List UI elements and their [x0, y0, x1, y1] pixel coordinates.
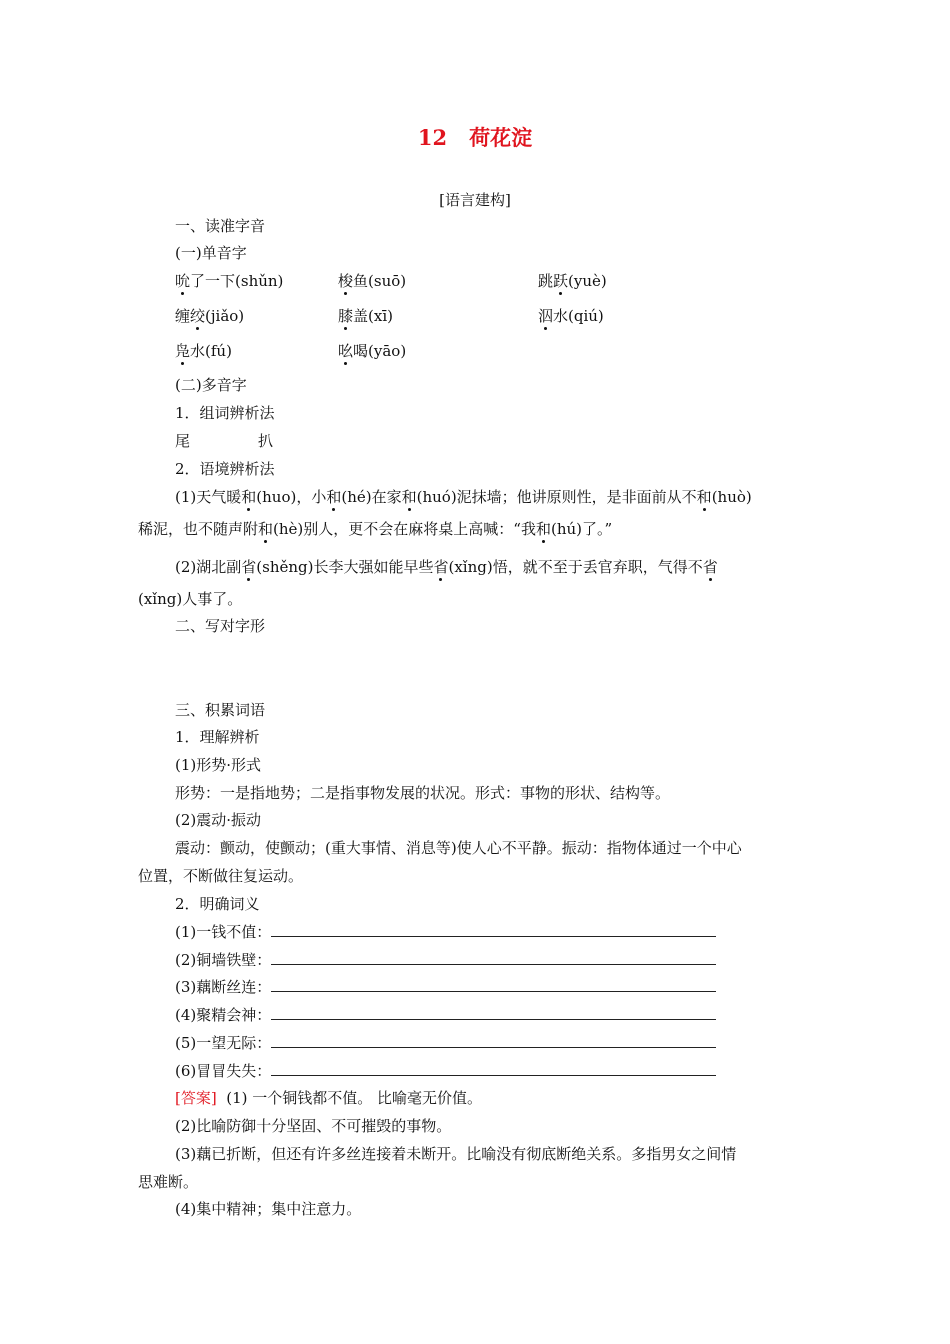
subheading-single-reading: (一)单音字 — [175, 244, 247, 262]
lesson-number: 12 — [417, 125, 448, 150]
blank-row: (1)一钱不值： — [175, 922, 716, 942]
answer-line: 思难断。 — [138, 1173, 199, 1191]
item-text: 位置，不断做往复运动。 — [138, 867, 304, 885]
answer-blank[interactable] — [271, 1033, 716, 1048]
paragraph-line: (2)湖北副省(shěng)长李大强如能早些省(xǐng)悟，就不至于丢官弃职，气得不省 — [175, 558, 718, 576]
paragraph-line: 稀泥，也不随声附和(hè)别人，更不会在麻将桌上高喊：“我和(hú)了。” — [138, 520, 613, 538]
blank-row: (6)冒冒失失： — [175, 1061, 716, 1081]
lesson-title — [0, 122, 950, 152]
word-item: 吆喝(yāo) — [338, 342, 407, 360]
subheading-meaning: 2．明确词义 — [175, 895, 260, 913]
answer-line: [答案] (1) 一个铜钱都不值。 比喻毫无价值。 — [175, 1089, 483, 1107]
subheading-multi-reading: (二)多音字 — [175, 376, 247, 394]
item-title: (2)震动·振动 — [175, 811, 262, 829]
word-item: 凫水(fú) — [175, 342, 232, 360]
blank-row: (3)藕断丝连： — [175, 977, 716, 997]
word-item: 泅水(qiú) — [538, 307, 604, 325]
item-title: (1)形势·形式 — [175, 756, 262, 774]
method-heading: 2．语境辨析法 — [175, 460, 275, 478]
word-item: 梭鱼(suō) — [338, 272, 407, 290]
paragraph-line: (xǐng)人事了。 — [138, 590, 243, 608]
answer-tag: [答案] — [175, 1089, 217, 1107]
answer-blank[interactable] — [271, 922, 716, 937]
answer-line: (3)藕已折断，但还有许多丝连接着未断开。比喻没有彻底断绝关系。多指男女之间情 — [175, 1145, 737, 1163]
answer-line: (2)比喻防御十分坚固、不可摧毁的事物。 — [175, 1117, 452, 1135]
heading-vocabulary: 三、积累词语 — [175, 701, 266, 719]
lesson-name: 荷花淀 — [469, 125, 533, 150]
word-item: 跳跃(yuè) — [538, 272, 607, 290]
method-heading: 1．组词辨析法 — [175, 404, 275, 422]
paragraph-line: (1)天气暖和(huo)，小和(hé)在家和(huó)泥抹墙；他讲原则性，是非面前从不和(huò) — [175, 488, 752, 506]
blank-row: (4)聚精会神： — [175, 1005, 716, 1025]
subheading-analysis: 1．理解辨析 — [175, 728, 260, 746]
word-item: 膝盖(xī) — [338, 307, 393, 325]
section-header: [语言建构] — [439, 191, 511, 209]
answer-line: (4)集中精神；集中注意力。 — [175, 1200, 362, 1218]
blank-row: (2)铜墙铁壁： — [175, 950, 716, 970]
answer-blank[interactable] — [271, 977, 716, 992]
word-item: 尾 — [175, 432, 191, 450]
item-text: 形势：一是指地势；二是指事物发展的状况。形式：事物的形状、结构等。 — [175, 784, 671, 802]
answer-blank[interactable] — [271, 1061, 716, 1076]
answer-blank[interactable] — [271, 1005, 716, 1020]
item-text: 震动：颤动，使颤动；(重大事情、消息等)使人心不平静。振动：指物体通过一个中心 — [175, 839, 742, 857]
heading-writing: 二、写对字形 — [175, 617, 266, 635]
blank-row: (5)一望无际： — [175, 1033, 716, 1053]
word-item: 缠绞(jiǎo) — [175, 307, 245, 325]
answer-blank[interactable] — [271, 950, 716, 965]
word-item: 扒 — [258, 432, 274, 450]
heading-pronunciation: 一、读准字音 — [175, 217, 266, 235]
word-item: 吮了一下(shǔn) — [175, 272, 284, 290]
